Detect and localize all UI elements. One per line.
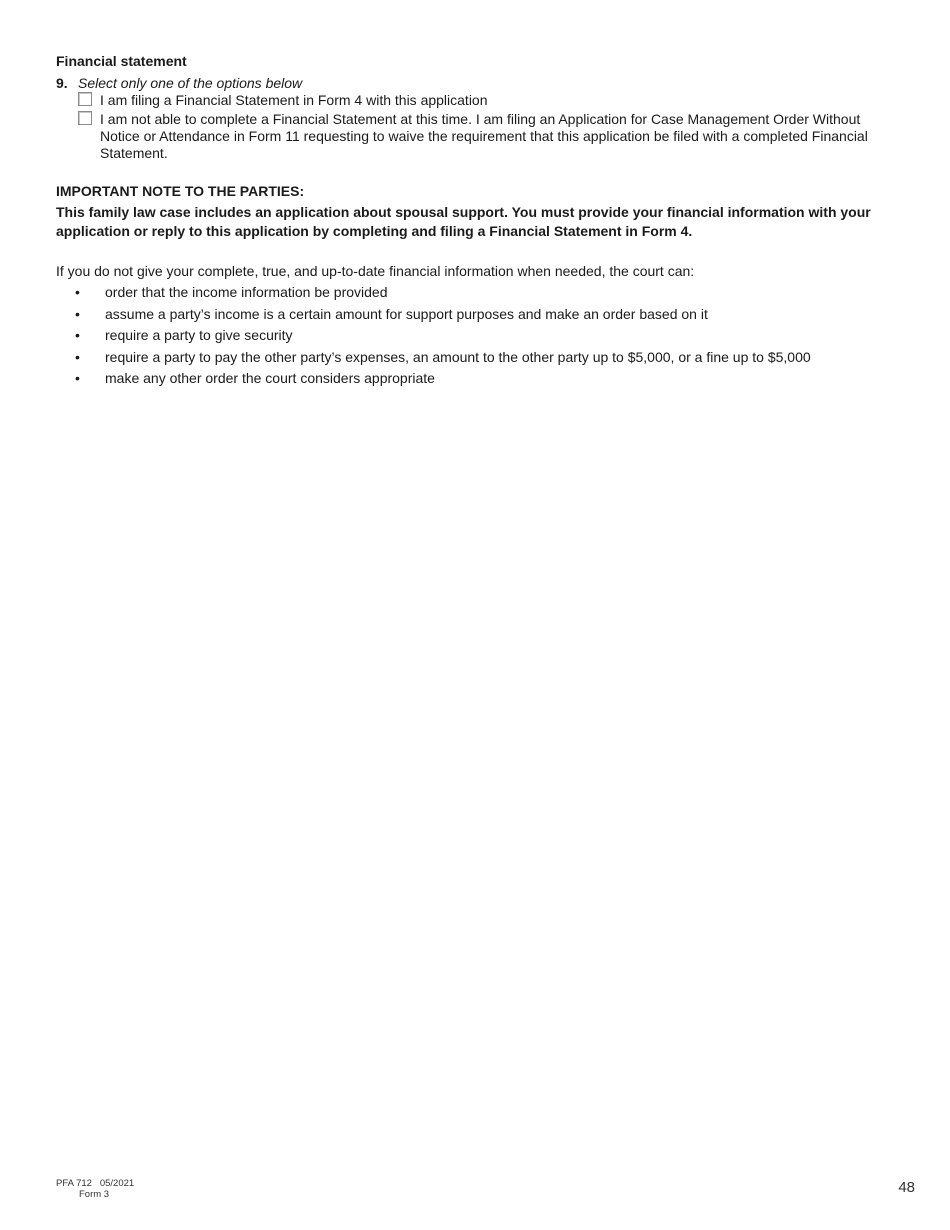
bullet-icon: • — [75, 284, 80, 300]
checkbox-filing-financial-statement[interactable] — [78, 92, 92, 106]
footer-form-info — [56, 1178, 134, 1200]
list-item — [56, 305, 876, 323]
list-item-text: require a party to pay the other party’s expenses, an amount to the other party up to $5,000, or a fine up to $5,000 — [105, 348, 811, 365]
option-waive-financial-statement — [78, 111, 876, 162]
option-label: I am filing a Financial Statement in Form 4 with this application — [100, 92, 488, 108]
list-item — [56, 348, 876, 366]
footer-form-code: PFA 712 05/2021 — [56, 1178, 135, 1189]
checkbox-waive-financial-statement[interactable] — [78, 111, 92, 125]
question-number: 9. — [56, 75, 68, 91]
list-item — [56, 369, 876, 387]
consequences-intro: If you do not give your complete, true, and up-to-date financial information when needed, the court can: — [56, 263, 695, 279]
footer-form-name: Form 3 — [79, 1189, 110, 1200]
page-number: 48 — [898, 1179, 915, 1196]
list-item-text: make any other order the court considers appropriate — [105, 370, 435, 386]
list-item — [56, 283, 876, 301]
option-filing-financial-statement — [78, 92, 876, 109]
list-item-text: order that the income information be provided — [105, 284, 388, 300]
bullet-icon: • — [75, 327, 80, 343]
option-label: I am not able to complete a Financial Statement at this time. I am filing an Application for Case Management Order Without Notice or Attendance in Form 11 requesting to waive the requirement that this application be filed with a completed Financial Statement. — [100, 111, 868, 161]
list-item — [56, 326, 876, 344]
list-item-text: assume a party’s income is a certain amount for support purposes and make an order based on it — [105, 305, 708, 322]
bullet-icon: • — [75, 370, 80, 386]
bullet-icon: • — [75, 305, 80, 322]
consequences-list — [56, 283, 876, 387]
question-instruction: Select only one of the options below — [78, 75, 303, 91]
question-9 — [56, 74, 876, 92]
bullet-icon: • — [75, 348, 80, 365]
important-note-body: This family law case includes an application about spousal support. You must provide your financial information with your application or reply to this application by completing and filing a Financial Statement in Form 4. — [56, 204, 871, 239]
list-item-text: require a party to give security — [105, 327, 293, 343]
important-note-heading: IMPORTANT NOTE TO THE PARTIES: — [56, 183, 305, 199]
document-page — [56, 52, 876, 391]
section-title: Financial statement — [56, 53, 187, 69]
